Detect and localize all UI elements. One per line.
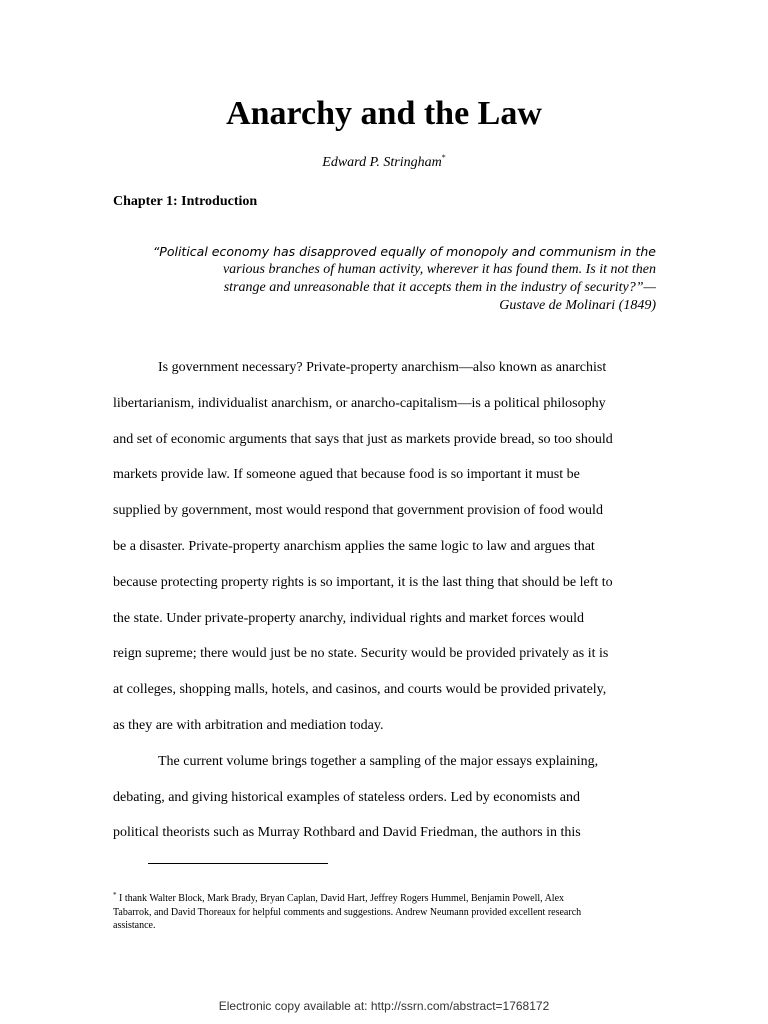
text-line: libertarianism, individualist anarchism, or anarcho-capitalism—is a political philosophy	[113, 395, 606, 411]
paragraph-2	[113, 751, 643, 858]
body-text	[113, 357, 643, 858]
footnote-line	[113, 889, 643, 906]
footnote	[113, 889, 643, 933]
text-line: debating, and giving historical examples of stateless orders. Led by economists and	[113, 789, 580, 805]
text-line: at colleges, shopping malls, hotels, and casinos, and courts would be provided privately,	[113, 682, 607, 698]
text-line: because protecting property rights is so important, it is the last thing that should be left to	[113, 574, 613, 590]
text-line: markets provide law. If someone agued that because food is so important it must be	[113, 467, 580, 483]
epigraph-attribution: Gustave de Molinari (1849)	[499, 298, 656, 313]
text-line: political theorists such as Murray Rothbard and David Friedman, the authors in this	[113, 825, 581, 841]
epigraph-line: various branches of human activity, wherever it has found them. Is it not then	[222, 262, 656, 277]
epigraph-line: “Political economy has disapproved equally of monopoly and communism in the	[152, 244, 656, 259]
chapter-heading: Chapter 1: Introduction	[113, 194, 258, 209]
author-line	[0, 148, 768, 173]
text-line: reign supreme; there would just be no state. Security would be provided privately as it is	[113, 646, 609, 662]
footnote-separator	[148, 863, 328, 864]
text-line: supplied by government, most would respond that government provision of food would	[113, 503, 603, 519]
text-line: as they are with arbitration and mediation today.	[113, 717, 384, 733]
text-line: and set of economic arguments that says that just as markets provide bread, so too should	[113, 431, 613, 447]
footnote-text: I thank Walter Block, Mark Brady, Bryan Caplan, David Hart, Jeffrey Rogers Hummel, Benjamin Powell, Alex	[116, 893, 565, 904]
footnote-line: Tabarrok, and David Thoreaux for helpful comments and suggestions. Andrew Neumann provided excellent research	[113, 906, 582, 918]
footnote-line: assistance.	[113, 920, 156, 931]
text-line: The current volume brings together a sampling of the major essays explaining,	[158, 753, 599, 769]
paragraph-1	[113, 357, 643, 751]
author-name: Edward P. Stringham	[322, 155, 442, 170]
epigraph-line: strange and unreasonable that it accepts them in the industry of security?”—	[223, 280, 656, 295]
text-line: the state. Under private-property anarchy, individual rights and market forces would	[113, 610, 585, 626]
document-title: Anarchy and the Law	[226, 95, 542, 132]
ssrn-notice[interactable]: Electronic copy available at: http://ssrn.com/abstract=1768172	[218, 999, 550, 1013]
footnote-marker: *	[113, 891, 117, 899]
epigraph-quote	[150, 243, 656, 315]
author-footnote-marker[interactable]: *	[441, 153, 446, 162]
text-line: be a disaster. Private-property anarchism applies the same logic to law and argues that	[113, 538, 595, 554]
text-line: Is government necessary? Private-property anarchism—also known as anarchist	[158, 360, 607, 375]
